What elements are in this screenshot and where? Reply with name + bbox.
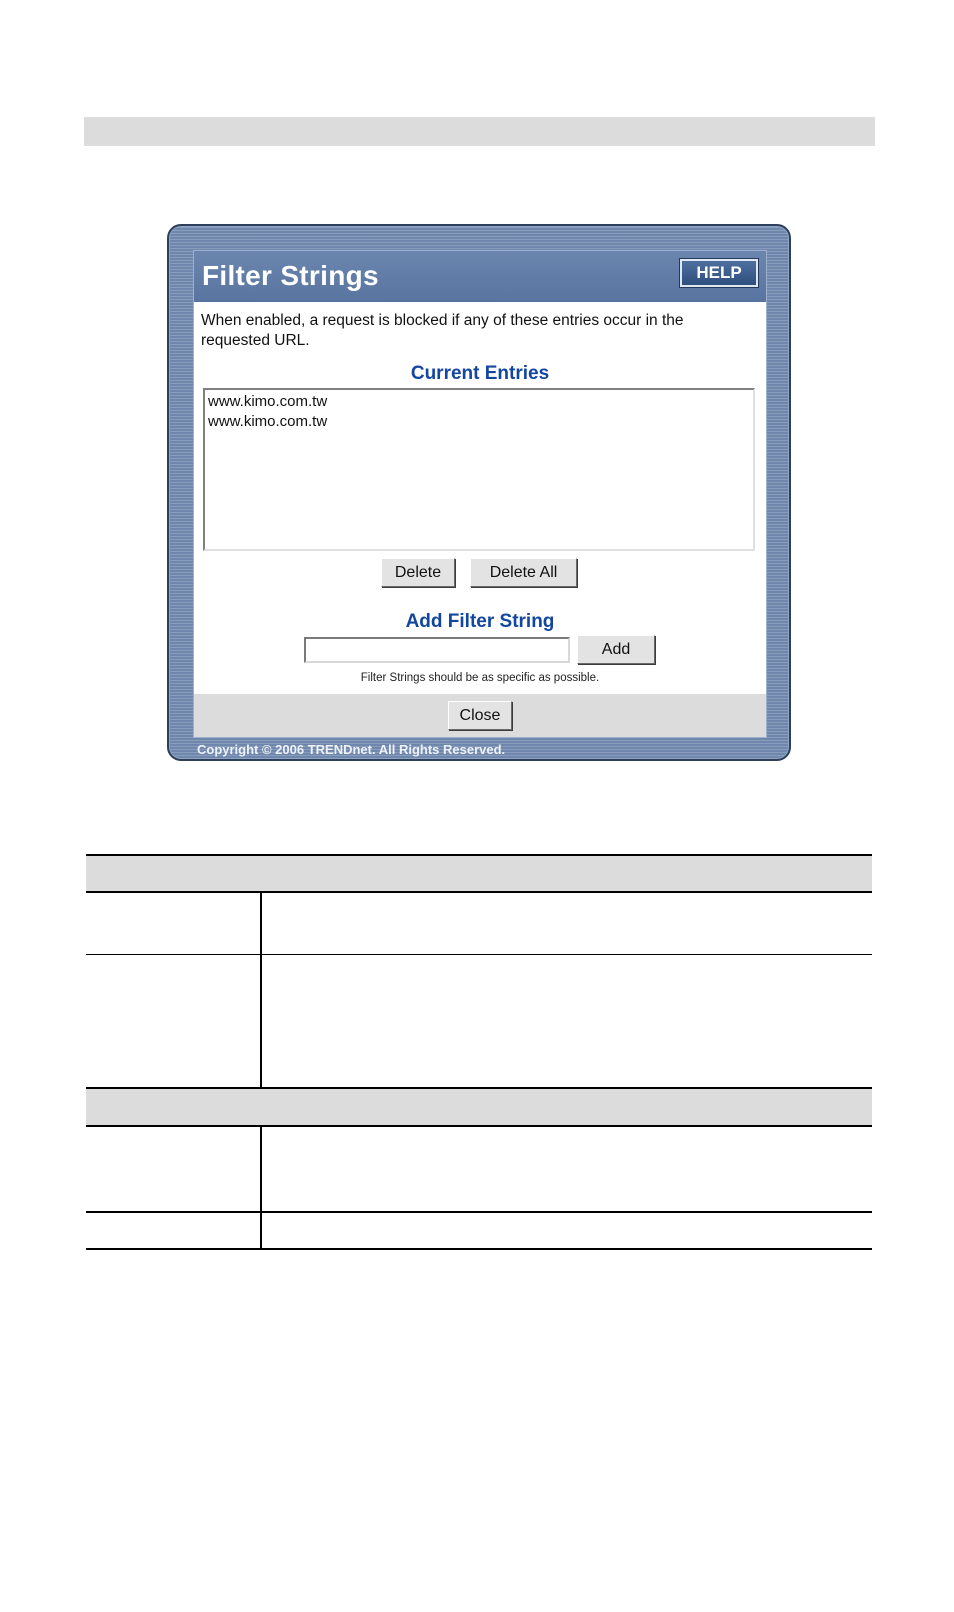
filter-strings-window [167,224,791,761]
copyright-text: Copyright © 2006 TRENDnet. All Rights Reserved. [197,742,506,757]
section-header-band [84,117,875,146]
delete-all-button[interactable]: Delete All [470,558,577,587]
table-border [86,1087,872,1089]
add-button[interactable]: Add [577,635,655,664]
dialog-title: Filter Strings [202,260,379,291]
delete-button[interactable]: Delete [381,558,455,587]
close-button[interactable]: Close [448,701,512,730]
table-border [86,891,872,893]
table-border [86,1211,872,1213]
current-entries-list[interactable] [203,388,755,551]
list-item[interactable]: www.kimo.com.tw [208,393,328,410]
filter-note: Filter Strings should be as specific as possible. [360,672,600,684]
settings-table [86,854,872,1250]
close-bar [194,694,766,737]
list-item[interactable]: www.kimo.com.tw [208,413,328,430]
table-border [86,854,872,856]
dialog-panel [193,250,767,738]
table-header-row [86,1088,872,1126]
filter-string-input[interactable] [304,637,570,663]
table-column-divider [260,1126,262,1250]
intro-text: When enabled, a request is blocked if any of these entries occur in the requested URL. [201,312,684,349]
table-border [86,1125,872,1127]
help-button[interactable]: HELP [680,259,758,287]
title-bar [194,251,766,302]
add-filter-string-heading: Add Filter String [405,611,555,632]
table-header-row [86,854,872,892]
table-border [86,954,872,955]
table-column-divider [260,892,262,1088]
table-border [86,1248,872,1250]
current-entries-heading: Current Entries [410,363,550,384]
